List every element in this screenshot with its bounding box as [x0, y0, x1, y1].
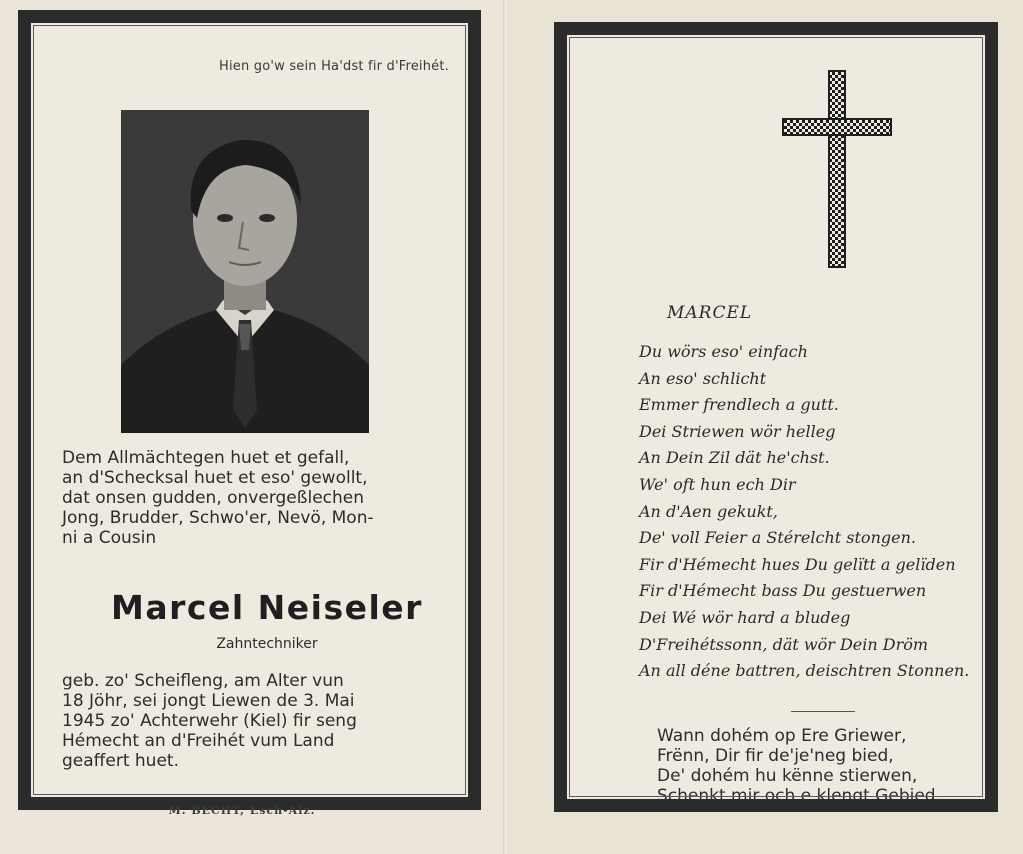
prayer-stanza	[657, 726, 1017, 806]
portrait-photo	[121, 110, 369, 433]
bio-line: 18 Jöhr, sei jongt Liewen de 3. Mai	[62, 691, 355, 711]
intro-line: ni a Cousin	[62, 528, 157, 548]
deceased-name: Marcel Neiseler	[111, 588, 423, 627]
right-mourning-frame	[554, 22, 998, 812]
prayer-line: De' dohém hu kënne stierwen,	[657, 766, 918, 786]
poem-line: Emmer frendlech a gutt.	[639, 395, 839, 415]
intro-line: Jong, Brudder, Schwo'er, Nevö, Mon-	[62, 508, 374, 528]
poem-line: We' oft hun ech Dir	[639, 474, 796, 494]
bio-line: 1945 zo' Achterwehr (Kiel) fir seng	[62, 711, 357, 731]
poem-title: MARCEL	[667, 303, 753, 323]
intro-line: an d'Schecksal huet et eso' gewollt,	[62, 468, 368, 488]
biography-paragraph	[62, 671, 472, 771]
bio-line: geaffert huet.	[62, 751, 179, 771]
intro-paragraph	[62, 448, 472, 548]
printer-imprint: M. BECHT, Esch-Alz.	[168, 804, 316, 817]
intro-line: dat onsen gudden, onvergeßlechen	[62, 488, 365, 508]
poem-line: An all déne battren, deischtren Stonnen.	[639, 661, 970, 681]
prayer-line: Wann dohém op Ere Griewer,	[657, 726, 907, 746]
motto-text: Hien go'w sein Ha'dst fir d'Freihét.	[219, 59, 449, 74]
prayer-line: Frënn, Dir fir de'je'neg bied,	[657, 746, 894, 766]
bio-line: Hémecht an d'Freihét vum Land	[62, 731, 335, 751]
poem	[639, 339, 1023, 685]
poem-line: Du wörs eso' einfach	[639, 342, 808, 361]
poem-line: Dei Wé wör hard a bludeg	[639, 607, 851, 627]
left-mourning-frame	[18, 10, 481, 810]
intro-line: Dem Allmächtegen huet et gefall,	[62, 448, 350, 468]
poem-line: Fir d'Hémecht bass Du gestuerwen	[639, 581, 927, 601]
bio-line: geb. zo' Scheifleng, am Alter vun	[62, 671, 344, 691]
poem-line: D'Freihétssonn, dät wör Dein Dröm	[639, 634, 929, 654]
prayer-line: Schenkt mir och e klengt Gebied.	[657, 786, 941, 806]
occupation-text: Zahntechniker	[216, 636, 318, 652]
cross-icon	[781, 69, 893, 269]
poem-line: An eso' schlicht	[639, 368, 767, 388]
poem-line: An Dein Zil dät he'chst.	[639, 448, 830, 468]
poem-line: An d'Aen gekukt,	[639, 501, 778, 521]
portrait-illustration	[121, 110, 369, 433]
divider-line	[791, 711, 855, 712]
poem-line: Dei Striewen wör helleg	[639, 421, 836, 441]
poem-line: Fir d'Hémecht hues Du gelïtt a gelïden	[639, 554, 956, 574]
poem-line: De' voll Feier a Stérelcht stongen.	[639, 528, 916, 548]
